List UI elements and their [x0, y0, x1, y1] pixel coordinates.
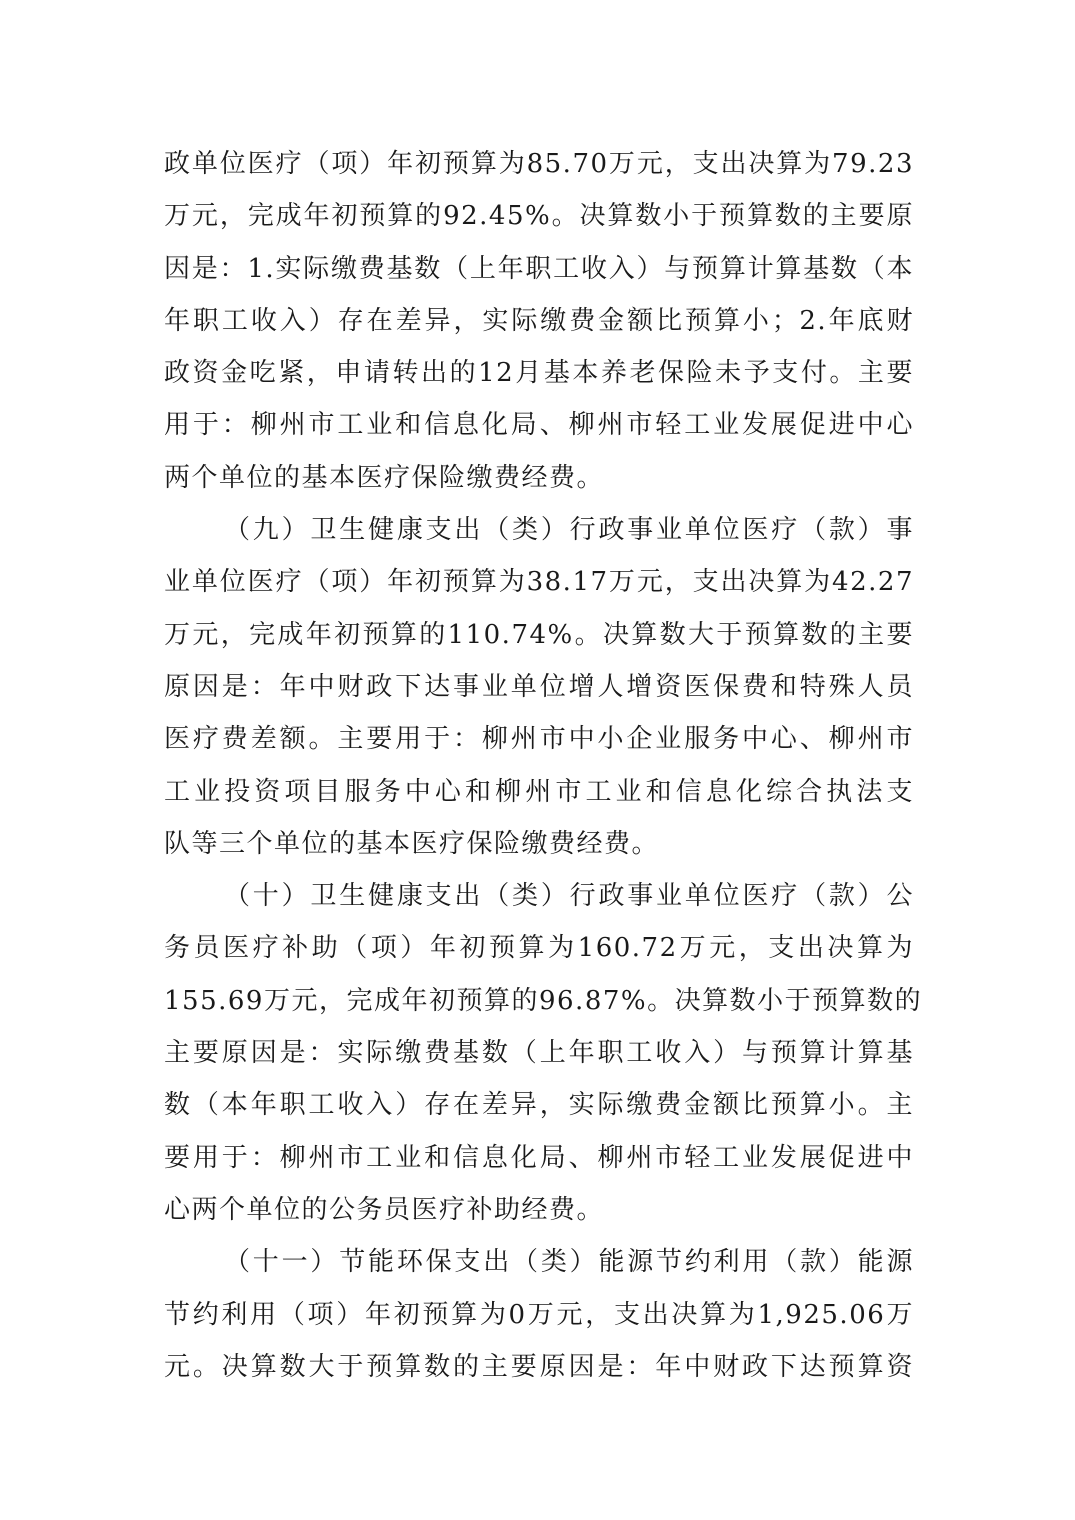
paragraph-medical-admin: [164, 138, 914, 504]
text-line: 原因是：年中财政下达事业单位增人增资医保费和特殊人员: [164, 671, 914, 702]
text-line: 业单位医疗（项）年初预算为38.17万元，支出决算为42.27: [164, 567, 914, 598]
paragraph-item-11: [164, 1236, 914, 1393]
body-text: [164, 138, 923, 1393]
paragraph-item-10: [164, 870, 923, 1236]
text-line: 心两个单位的公务员医疗补助经费。: [164, 1194, 605, 1225]
text-line: 两个单位的基本医疗保险缴费经费。: [164, 462, 605, 493]
text-line: 务员医疗补助（项）年初预算为160.72万元，支出决算为: [164, 933, 914, 964]
paragraph-item-9: [164, 504, 914, 870]
text-line: （十一）节能环保支出（类）能源节约利用（款）能源: [224, 1247, 914, 1278]
text-line: 工业投资项目服务中心和柳州市工业和信息化综合执法支: [164, 776, 914, 807]
text-line: 年职工收入）存在差异，实际缴费金额比预算小；2.年底财: [164, 305, 914, 336]
text-line: 数（本年职工收入）存在差异，实际缴费金额比预算小。主: [164, 1090, 914, 1121]
text-line: 万元，完成年初预算的110.74%。决算数大于预算数的主要: [164, 619, 914, 650]
text-line: 因是：1.实际缴费基数（上年职工收入）与预算计算基数（本: [164, 253, 914, 284]
text-line: 政资金吃紧，申请转出的12月基本养老保险未予支付。主要: [164, 358, 914, 389]
text-line: 政单位医疗（项）年初预算为85.70万元，支出决算为79.23: [164, 149, 914, 179]
text-line: 元。决算数大于预算数的主要原因是：年中财政下达预算资: [164, 1351, 914, 1382]
text-line: 医疗费差额。主要用于：柳州市中小企业服务中心、柳州市: [164, 724, 914, 755]
text-line: （九）卫生健康支出（类）行政事业单位医疗（款）事: [224, 515, 914, 546]
text-line: 155.69万元，完成年初预算的96.87%。决算数小于预算数的: [164, 985, 923, 1016]
text-line: （十）卫生健康支出（类）行政事业单位医疗（款）公: [224, 881, 914, 912]
text-line: 队等三个单位的基本医疗保险缴费经费。: [164, 828, 660, 859]
text-line: 主要原因是：实际缴费基数（上年职工收入）与预算计算基: [164, 1038, 914, 1069]
text-line: 万元，完成年初预算的92.45%。决算数小于预算数的主要原: [164, 201, 914, 232]
text-line: 要用于：柳州市工业和信息化局、柳州市轻工业发展促进中: [164, 1142, 914, 1173]
text-line: 用于：柳州市工业和信息化局、柳州市轻工业发展促进中心: [164, 410, 914, 441]
text-line: 节约利用（项）年初预算为0万元，支出决算为1,925.06万: [164, 1299, 914, 1330]
